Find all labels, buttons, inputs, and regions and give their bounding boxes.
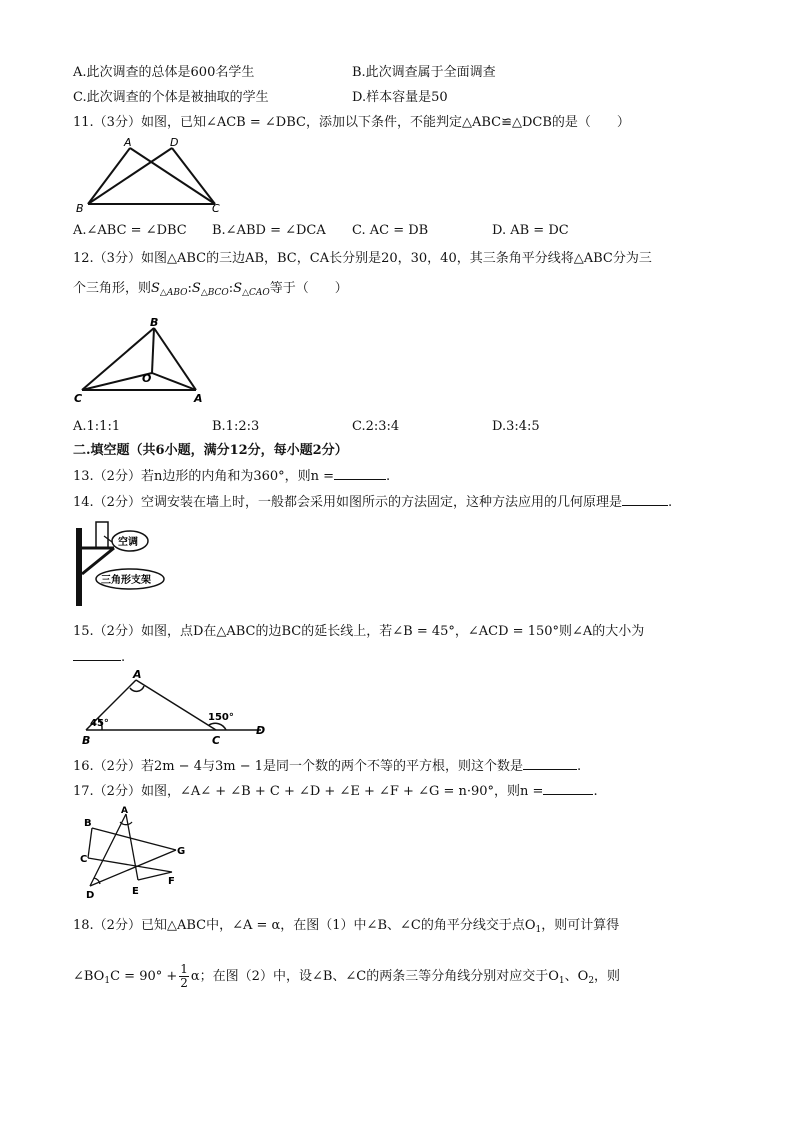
q12-stem-line1: 12.（3分）如图△ABC的三边AB，BC，CA长分别是20，30，40，其三条角平分线将△ABC分为三 <box>73 251 652 266</box>
q18-line2-pre: ∠BO <box>73 969 105 984</box>
q17-figure <box>74 806 194 900</box>
q18-line2-sub3: 2 <box>588 976 595 986</box>
q17-label-a: A <box>121 806 128 816</box>
q18-line2-sub: 1 <box>104 976 111 986</box>
q14-text: 14.（2分）空调安装在墙上时，一般都会采用如图所示的方法固定，这种方法应用的几何原理是 <box>73 495 622 510</box>
q14-answer-blank[interactable] <box>622 493 668 506</box>
q11-option-d: D. AB = DC <box>492 223 569 238</box>
q11-label-c: C <box>212 202 220 214</box>
q15-answer-blank[interactable] <box>73 648 121 661</box>
q17-label-c: C <box>80 854 88 865</box>
q12-line2-post: 等于（ ） <box>269 281 348 296</box>
q11-figure <box>70 134 230 214</box>
q12-sub1: △ABO <box>159 288 188 298</box>
q17-label-g: G <box>177 846 186 857</box>
q13-end: . <box>386 469 391 484</box>
q18-line2-sub2: 1 <box>558 976 565 986</box>
q11-option-b: B.∠ABD = ∠DCA <box>212 223 326 238</box>
q11-label-d: D <box>170 136 179 149</box>
q11-option-a: A.∠ABC = ∠DBC <box>73 223 187 238</box>
q12-label-c: C <box>74 392 83 405</box>
q18-line2-sep: 、O <box>564 969 589 984</box>
q12-option-a: A.1:1:1 <box>73 419 121 434</box>
q11-label-a: A <box>124 136 132 149</box>
q14-end: . <box>667 495 673 510</box>
q17-answer-blank[interactable] <box>543 782 593 795</box>
section2-title: 二.填空题（共6小题，满分12分，每小题2分） <box>73 443 348 458</box>
q18-frac-num: 1 <box>180 962 188 976</box>
q18-fraction <box>179 963 189 990</box>
q14-figure <box>74 518 174 610</box>
q12-label-o: O <box>142 372 152 385</box>
q12-option-b: B.1:2:3 <box>212 419 260 434</box>
q15-stem-line1: 15.（2分）如图，点D在△ABC的边BC的延长线上，若∠B = 45°，∠ACD = 150°则∠A的大小为 <box>73 624 645 639</box>
q15-figure <box>76 668 276 746</box>
q10-option-b: B.此次调查属于全面调查 <box>352 65 496 80</box>
q12-stem-line2: 个三角形，则$S_{\triangle ABO}:S_{\triangle BCO}:S_{\triangle CAO}$等于（ ） <box>73 281 348 298</box>
q14-label-bracket: 三角形支架 <box>101 575 151 586</box>
q16-stem <box>73 757 581 776</box>
q17-stem <box>73 782 598 801</box>
q12-s2: S <box>191 281 201 296</box>
q11-label-b: B <box>76 202 84 214</box>
q18-line1: 18.（2分）已知△ABC中，∠A = α，在图（1）中∠B、∠C的角平分线交于点O <box>73 918 536 933</box>
q10-option-a: A.此次调查的总体是600名学生 <box>73 65 255 80</box>
q12-option-c: C.2:3:4 <box>352 419 400 434</box>
q10-option-d: D.样本容量是50 <box>352 90 448 105</box>
q12-s1: S <box>151 281 160 296</box>
q17-text: 17.（2分）如图，∠A∠ + ∠B + C + ∠D + ∠E + ∠F + ∠G = n·90°，则n = <box>73 784 544 799</box>
q18-line2-post: ，则 <box>594 969 621 984</box>
q18-stem-line2 <box>73 962 620 996</box>
q10-option-c: C.此次调查的个体是被抽取的学生 <box>73 90 269 105</box>
q17-end: . <box>593 784 598 799</box>
q12-sub3: △CAO <box>242 288 270 298</box>
q18-line2-alpha: α；在图（2）中，设∠B、∠C的两条三等分角线分别对应交于O <box>190 969 559 984</box>
q11-stem: 11.（3分）如图，已知∠ACB = ∠DBC，添加以下条件，不能判定△ABC≌△DCB的是（ ） <box>73 115 630 130</box>
q15-label-d: D <box>256 724 266 737</box>
q17-label-e: E <box>132 886 139 897</box>
q11-option-c: C. AC = DB <box>352 223 429 238</box>
q15-angle-45: 45° <box>90 718 109 729</box>
q15-label-a: A <box>133 668 142 681</box>
q15-angle-150: 150° <box>208 712 234 723</box>
q12-label-b: B <box>150 316 159 329</box>
q13-text: 13.（2分）若n边形的内角和为360°，则n = <box>73 469 335 484</box>
q13-stem <box>73 467 390 486</box>
q12-sub2: △BCO <box>200 288 229 298</box>
q15-stem-line2 <box>73 648 125 667</box>
q17-label-b: B <box>84 818 92 829</box>
q16-answer-blank[interactable] <box>523 757 577 770</box>
q12-option-d: D.3:4:5 <box>492 419 540 434</box>
q14-label-aircon: 空调 <box>118 537 138 548</box>
q15-end: . <box>121 650 126 665</box>
q12-s3: S <box>233 281 243 296</box>
q18-line2-mid: C = 90° + <box>110 969 178 984</box>
q17-label-d: D <box>86 890 95 900</box>
q15-label-b: B <box>82 734 91 746</box>
q15-label-c: C <box>212 734 221 746</box>
q12-label-a: A <box>194 392 203 405</box>
q13-answer-blank[interactable] <box>334 467 386 480</box>
q18-frac-den: 2 <box>180 976 188 990</box>
q16-end: . <box>577 759 582 774</box>
q18-line1-sub: 1 <box>535 925 542 935</box>
q18-stem-line1 <box>73 917 619 939</box>
q18-line1-post: ，则可计算得 <box>541 918 620 933</box>
q17-label-f: F <box>168 876 175 887</box>
q12-line2-pre: 个三角形，则 <box>73 281 152 296</box>
q14-stem <box>73 493 672 512</box>
q12-figure <box>72 316 212 406</box>
q16-text: 16.（2分）若2m − 4与3m − 1是同一个数的两个不等的平方根，则这个数是 <box>73 759 523 774</box>
